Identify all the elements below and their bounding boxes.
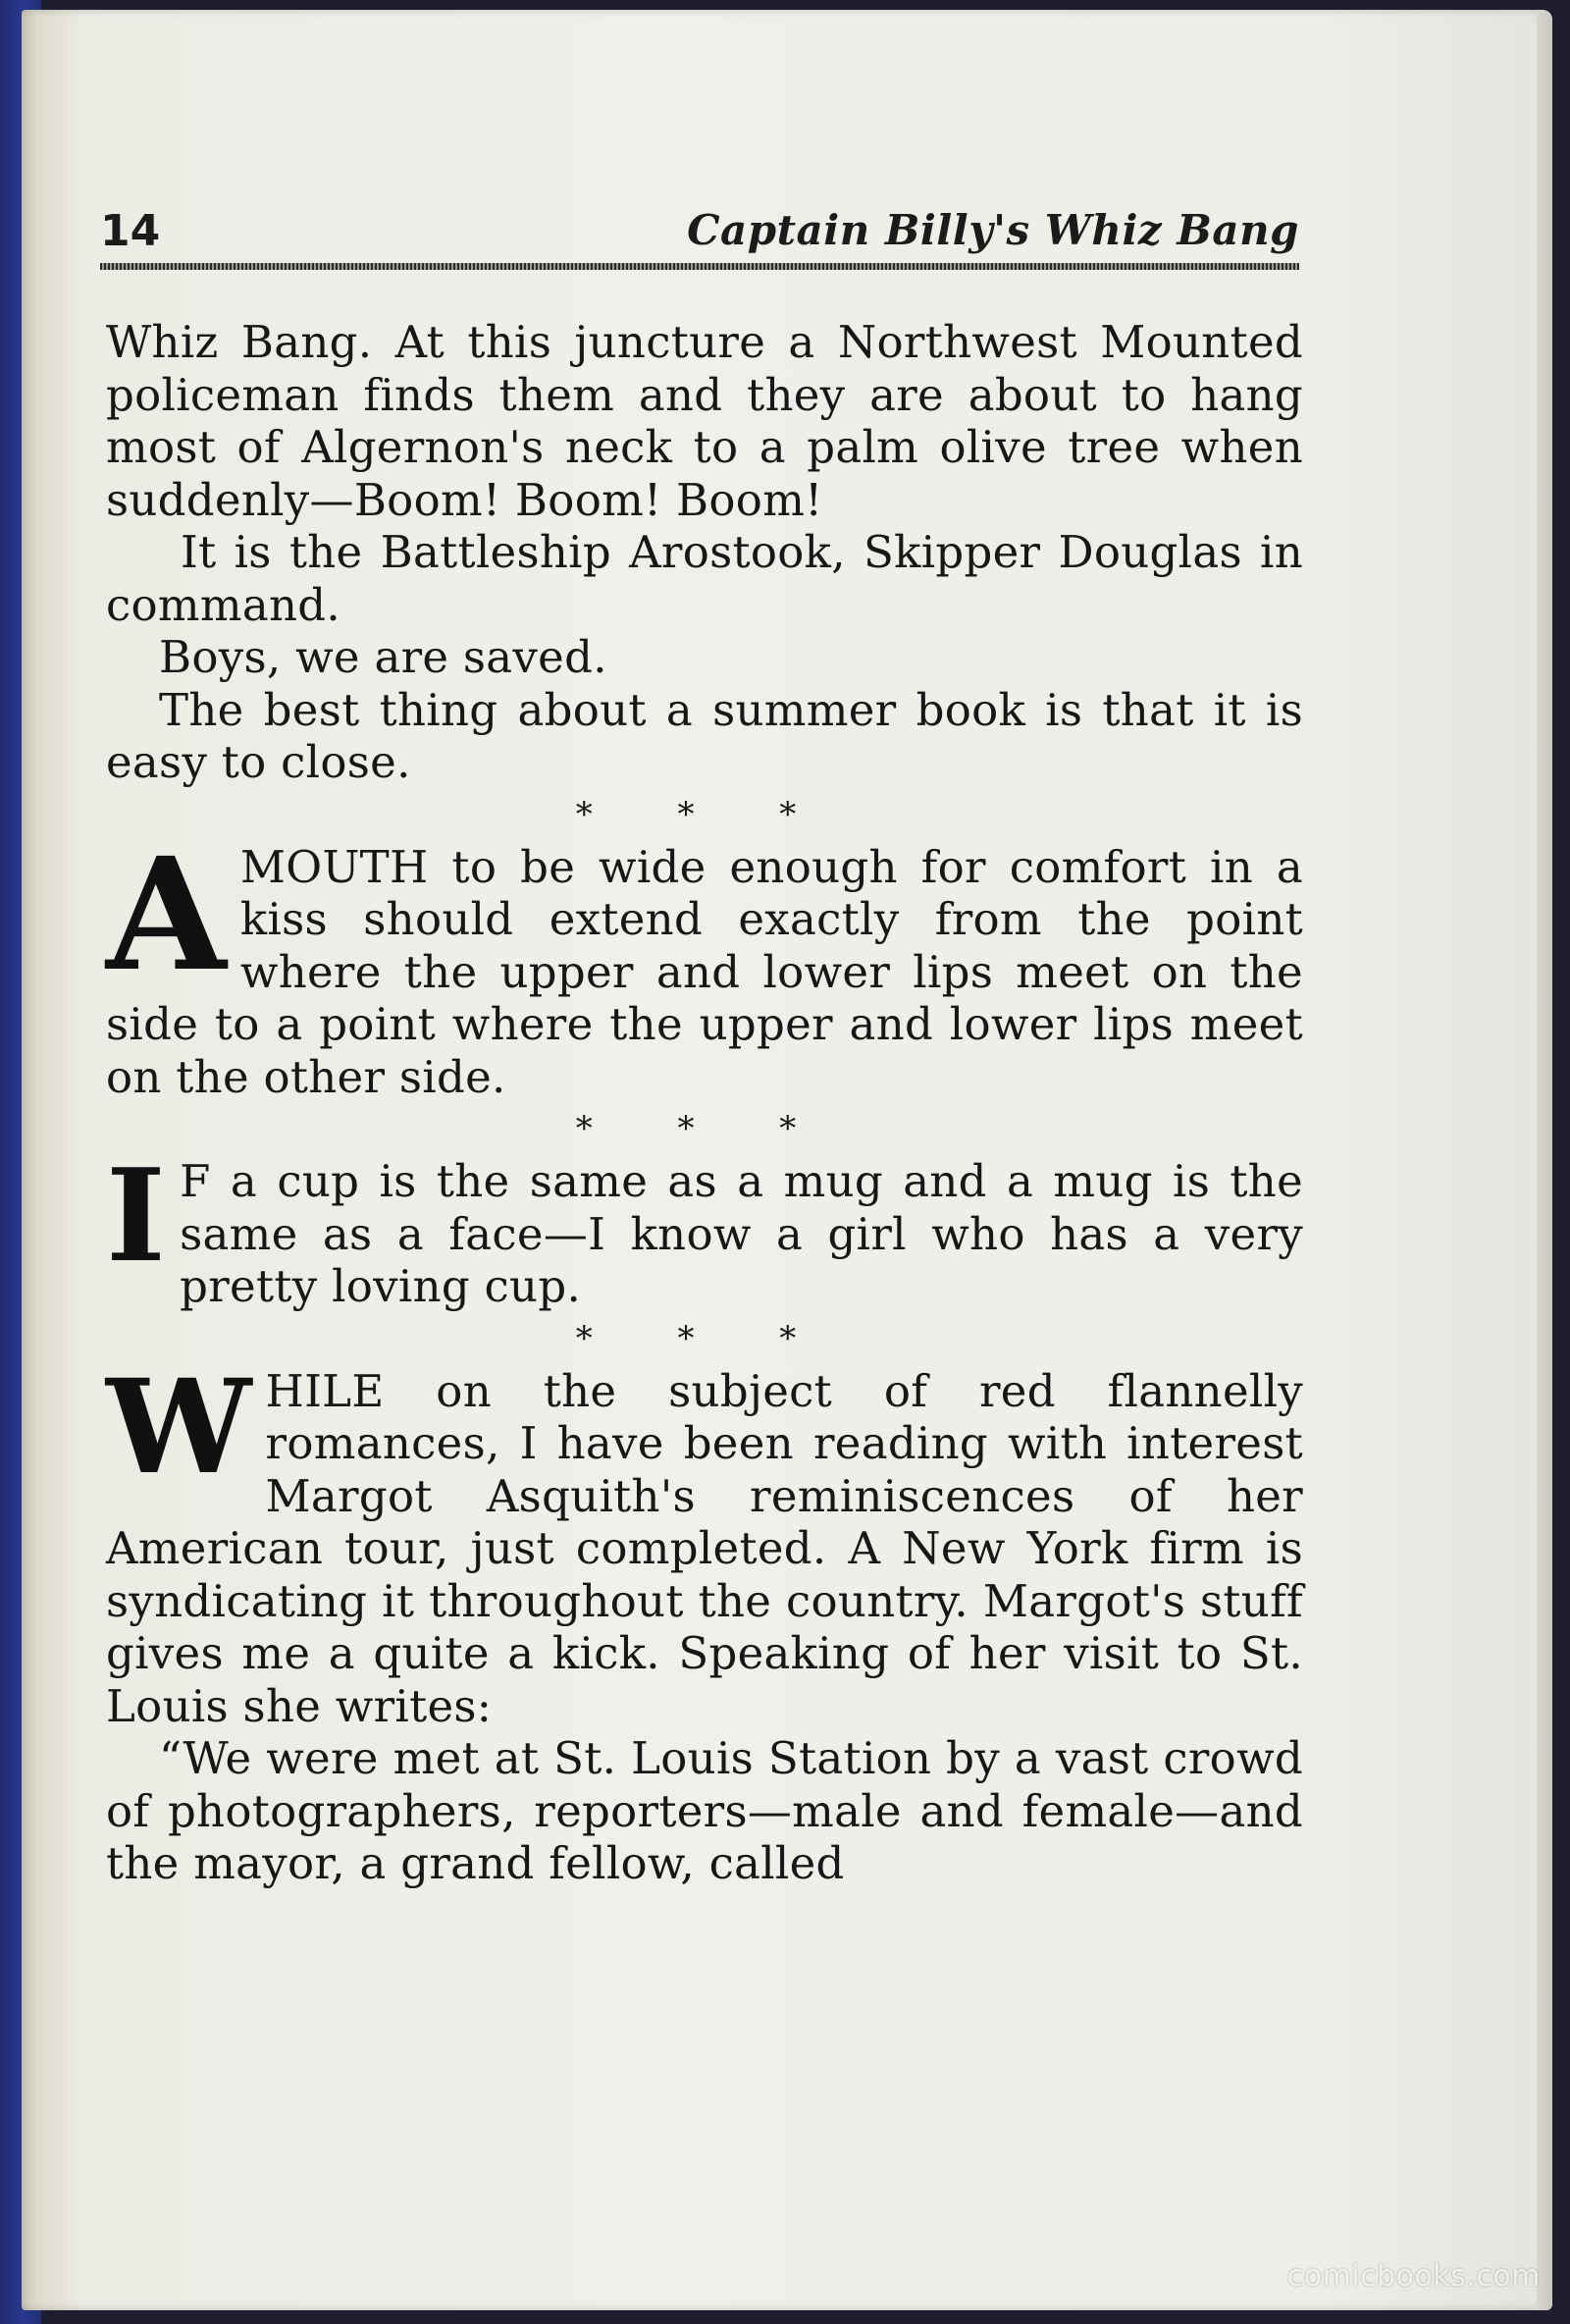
running-title: Captain Billy's Whiz Bang bbox=[687, 206, 1299, 254]
section-separator: * * * bbox=[575, 794, 834, 834]
drop-cap-w: W bbox=[106, 1350, 252, 1504]
section-asquith bbox=[106, 1350, 1303, 1733]
header-rule bbox=[100, 263, 1299, 270]
section-separator: * * * bbox=[575, 1109, 834, 1148]
section-asquith-text: HILE on the subject of red flannelly romances, I have been reading with interest Margot Asquith's reminiscences of her American tour, just completed. A New York firm is syndicating it throughout the country. Margot's stuff gives me a quite a kick. Speaking of her visit to St. Louis she writes: bbox=[106, 1364, 1303, 1732]
watermark: comicbooks.com bbox=[1286, 2259, 1541, 2294]
page-edge bbox=[1537, 10, 1552, 2310]
paragraph-continued: Whiz Bang. At this juncture a Northwest Mounted policeman finds them and they are about to hang most of Algernon's neck to a palm olive tree when suddenly—Boom! Boom! Boom! bbox=[106, 316, 1303, 526]
section-cup bbox=[106, 1140, 1303, 1313]
paragraph-quote: “We were met at St. Louis Station by a vast crowd of photographers, reporters—male and female—and the mayor, a grand fellow, called bbox=[106, 1732, 1303, 1889]
section-cup-text: F a cup is the same as a mug and a mug is the same as a face—I know a girl who has a very pretty loving cup. bbox=[180, 1155, 1303, 1312]
section-kiss bbox=[106, 823, 1303, 1104]
drop-cap-i: I bbox=[106, 1140, 167, 1291]
paragraph-battleship: It is the Battleship Arostook, Skipper Douglas in command. bbox=[106, 526, 1303, 631]
paragraph-summer-book: The best thing about a summer book is that it is easy to close. bbox=[106, 683, 1303, 788]
paragraph-saved: Boys, we are saved. bbox=[159, 631, 607, 683]
drop-cap-a: A bbox=[106, 823, 227, 1006]
section-separator: * * * bbox=[575, 1318, 834, 1358]
section-kiss-text: MOUTH to be wide enough for comfort in a kiss should extend exactly from the point where the upper and lower lips meet on the side to a point where the upper and lower lips meet on the other side. bbox=[106, 840, 1303, 1103]
body-text bbox=[106, 316, 1303, 1890]
page-number: 14 bbox=[100, 206, 161, 256]
